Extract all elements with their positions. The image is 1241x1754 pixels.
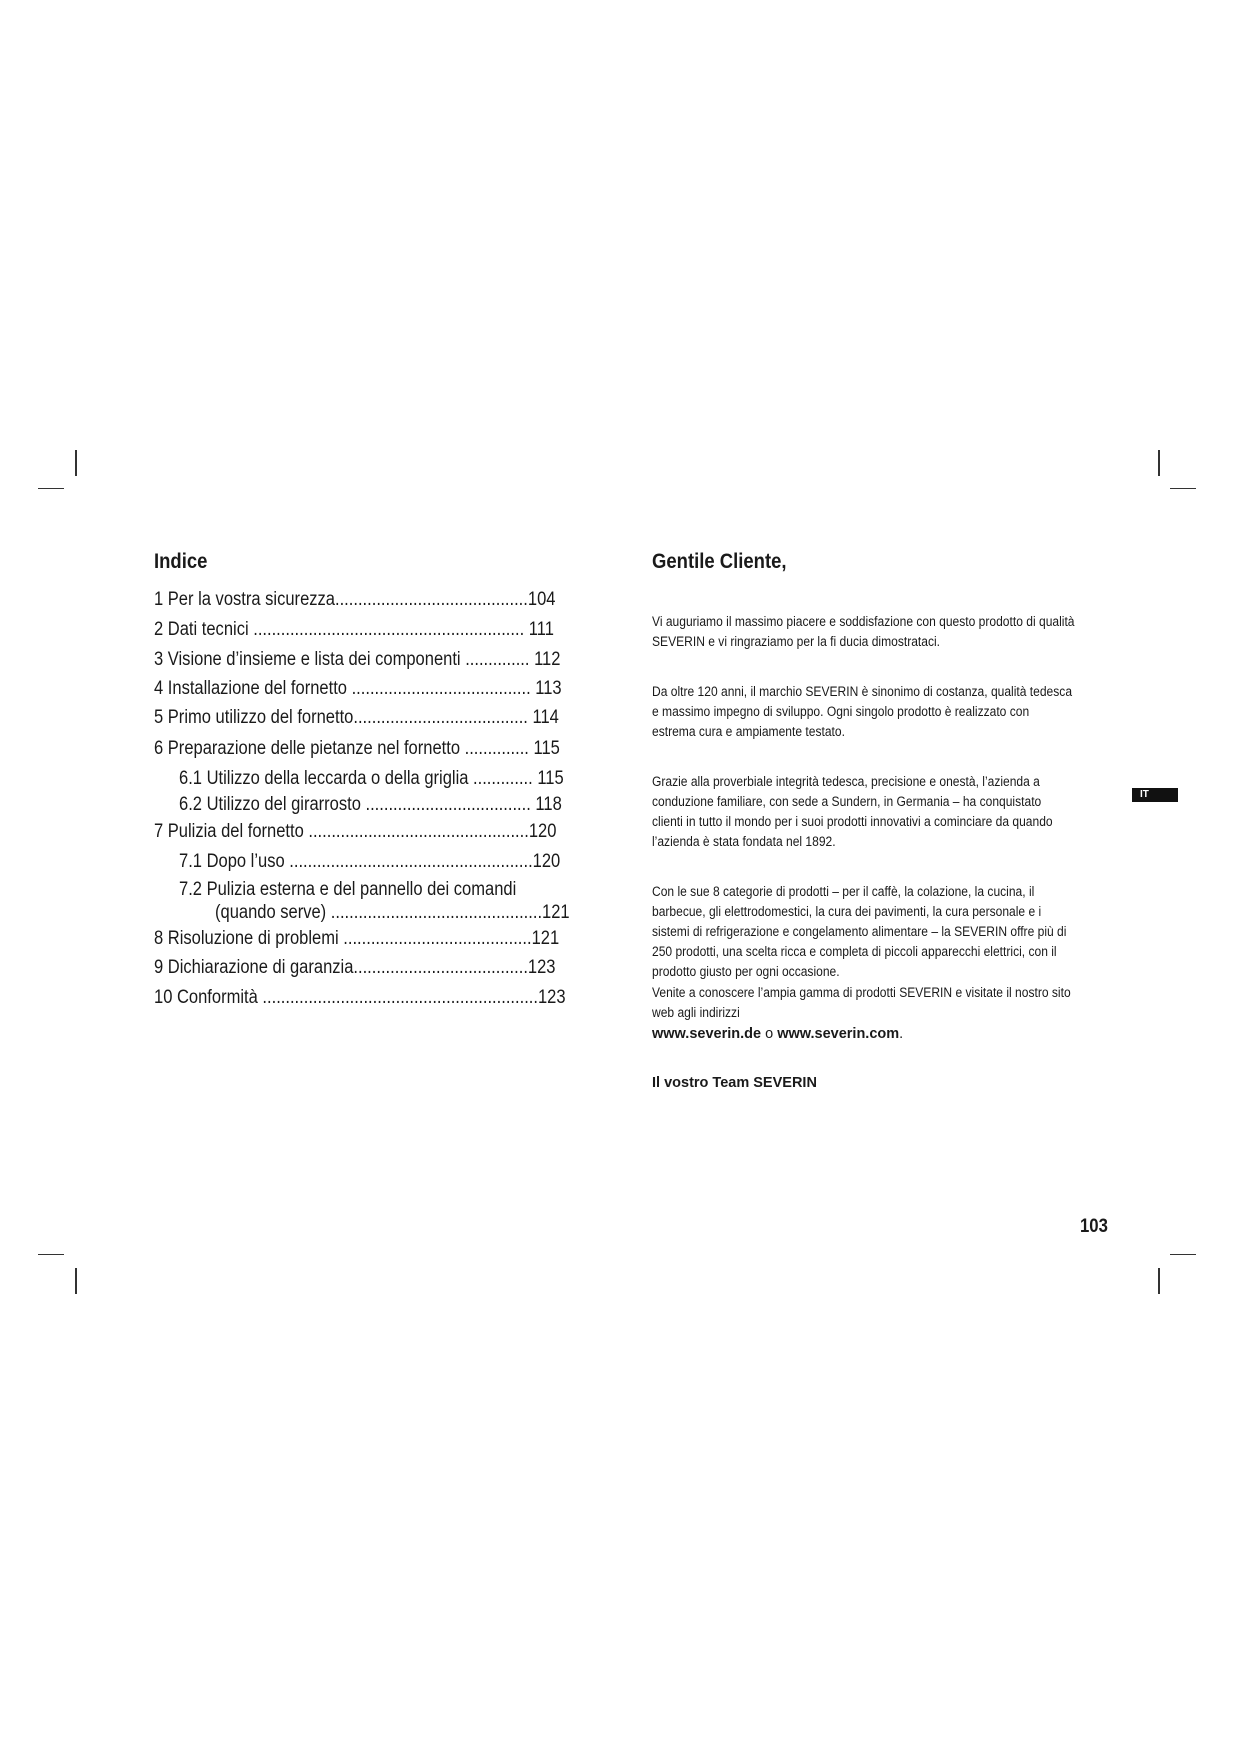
crop-mark-bottom-left-vertical (75, 1268, 77, 1294)
website-link-de[interactable]: www.severin.de (652, 1026, 762, 1042)
toc-title: Indice (154, 550, 208, 573)
toc-entry-7: 7 Pulizia del fornetto ................................................120 (154, 821, 557, 842)
toc-entry-3: 3 Visione d’insieme e lista dei componenti .............. 112 (154, 649, 561, 670)
crop-mark-top-left-vertical (75, 450, 77, 476)
crop-mark-top-left-horizontal (38, 488, 64, 489)
letter-paragraph-5: Venite a conoscere l’ampia gamma di prodotti SEVERIN e visitate il nostro sito web agli indirizzi (652, 985, 1071, 1020)
toc-entry-10: 10 Conformità ............................................................123 (154, 987, 566, 1008)
toc-entry-7-2-continued: (quando serve) ..............................................121 (215, 902, 570, 923)
toc-entry-1: 1 Per la vostra sicurezza..........................................104 (154, 589, 556, 610)
website-line (652, 1026, 903, 1042)
language-tab: IT (1132, 788, 1178, 802)
toc-entry-4: 4 Installazione del fornetto ....................................... 113 (154, 678, 562, 699)
toc-entry-6-1: 6.1 Utilizzo della leccarda o della griglia ............. 115 (179, 768, 564, 789)
crop-mark-bottom-left-horizontal (38, 1254, 64, 1255)
toc-entry-6-2: 6.2 Utilizzo del girarrosto .................................... 118 (179, 794, 562, 815)
letter-paragraph-4: Con le sue 8 categorie di prodotti – per il caffè, la colazione, la cucina, il barbecue, gli elettrodomestici, la cura dei pavimenti, la cura personale e i sistemi di refrigerazione e congelamento alimentare – la SEVERIN offre più di 250 prodotti, una scelta ricca e completa di piccoli apparecchi elettrici, con il prodotto giusto per ogni occasione. (652, 884, 1067, 979)
toc-entry-7-1: 7.1 Dopo l’uso .....................................................120 (179, 851, 561, 872)
letter-paragraph-1: Vi auguriamo il massimo piacere e soddisfazione con questo prodotto di qualità SEVERIN e vi ringraziamo per la fi ducia dimostrataci. (652, 614, 1075, 649)
website-link-com[interactable]: www.severin.com (777, 1026, 900, 1042)
toc-entry-7-2: 7.2 Pulizia esterna e del pannello dei comandi (179, 879, 517, 900)
toc-entry-8: 8 Risoluzione di problemi .........................................121 (154, 928, 560, 949)
letter-signoff: Il vostro Team SEVERIN (652, 1075, 817, 1091)
crop-mark-bottom-right-horizontal (1170, 1254, 1196, 1255)
letter-title: Gentile Cliente, (652, 550, 787, 573)
crop-mark-top-right-horizontal (1170, 488, 1196, 489)
toc-entry-5: 5 Primo utilizzo del fornetto...................................... 114 (154, 707, 559, 728)
page-number: 103 (1080, 1216, 1108, 1237)
toc-entry-9: 9 Dichiarazione di garanzia......................................123 (154, 957, 556, 978)
letter-paragraph-3: Grazie alla proverbiale integrità tedesca, precisione e onestà, l’azienda a conduzione familiare, con sede a Sundern, in Germania – ha conquistato clienti in tutto il mondo per i suoi prodotti innovativi a cominciare da quando l’azienda è stata fondata nel 1892. (652, 774, 1053, 849)
website-period: . (899, 1026, 904, 1042)
crop-mark-top-right-vertical (1158, 450, 1160, 476)
letter-paragraph-2: Da oltre 120 anni, il marchio SEVERIN è sinonimo di costanza, qualità tedesca e massimo impegno di sviluppo. Ogni singolo prodotto è realizzato con estrema cura e ampiamente testato. (652, 684, 1073, 739)
website-connector: o (761, 1026, 778, 1042)
toc-entry-6: 6 Preparazione delle pietanze nel fornetto .............. 115 (154, 738, 560, 759)
toc-entry-2: 2 Dati tecnici ........................................................... 111 (154, 619, 554, 640)
crop-mark-bottom-right-vertical (1158, 1268, 1160, 1294)
